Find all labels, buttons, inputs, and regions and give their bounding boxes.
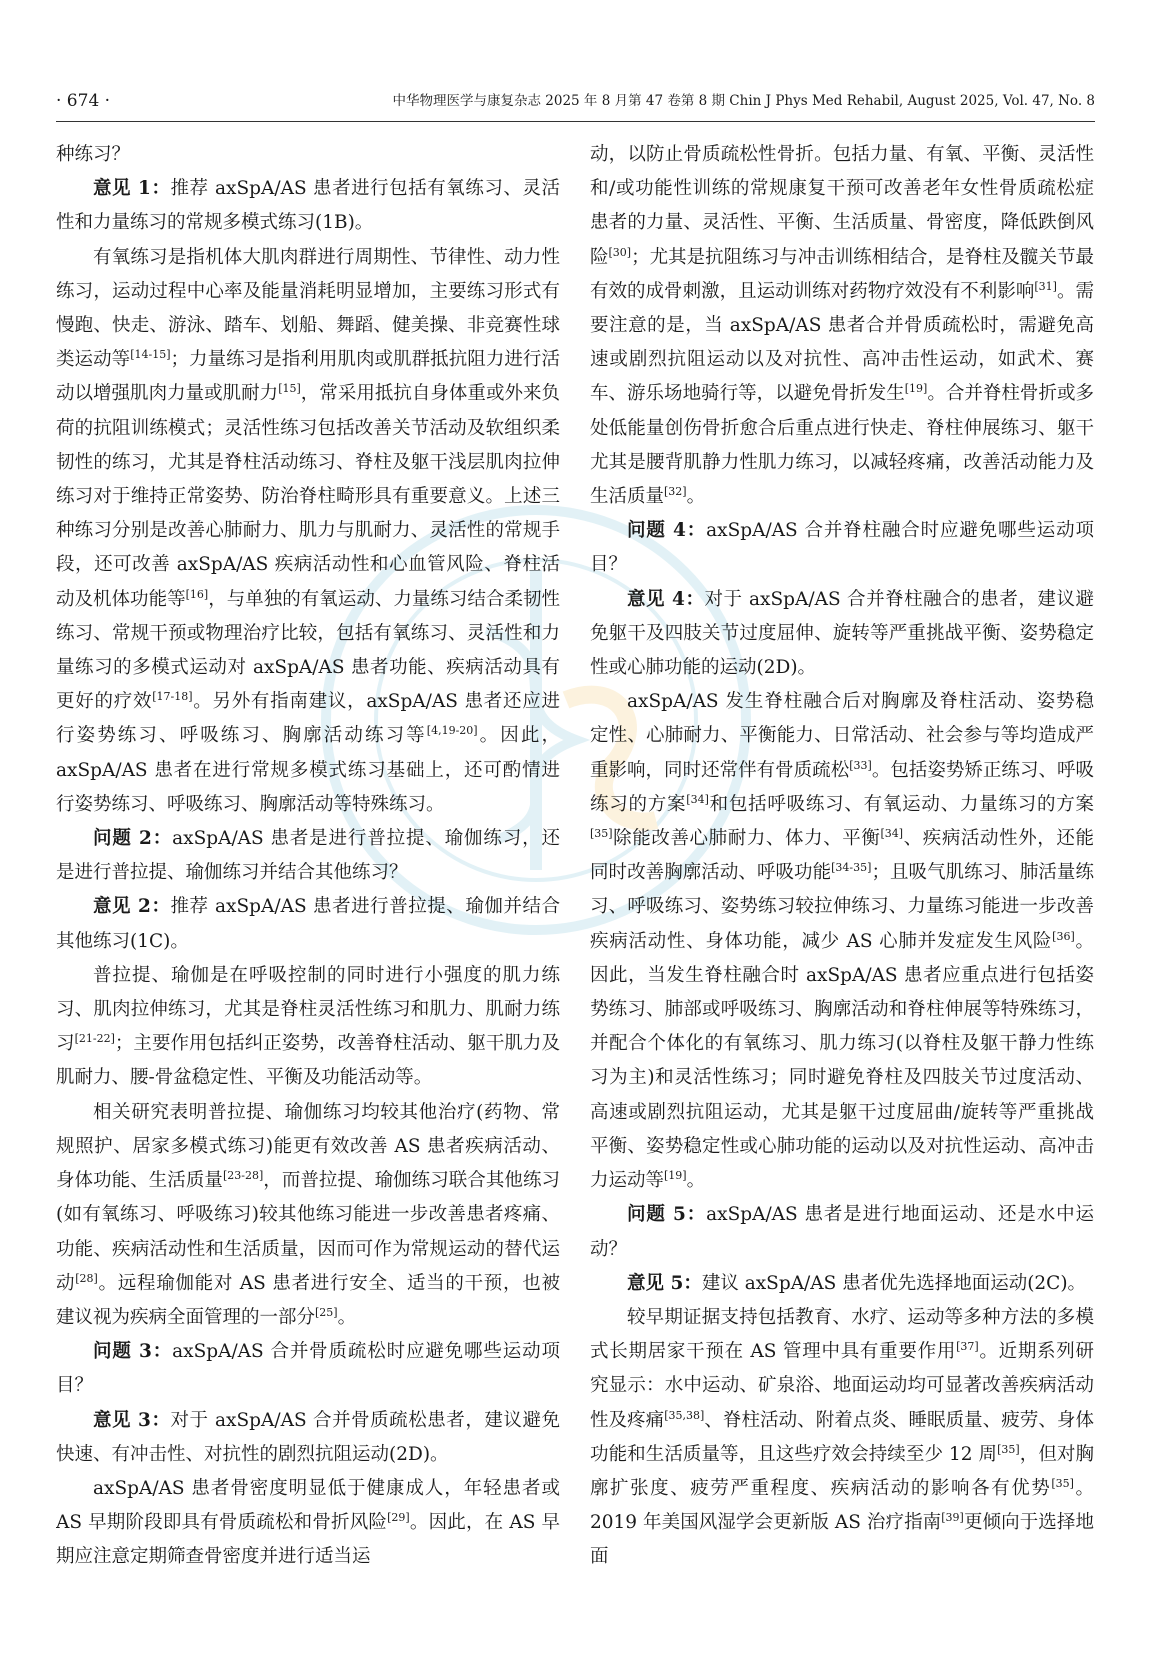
- body-paragraph: [56, 1096, 560, 1335]
- citation-marker: [33]: [849, 758, 872, 772]
- paragraph-text: 动，以防止骨质疏松性骨折。包括力量、有氧、平衡、灵活性和/或功能性训练的常规康复干预可改善老年女性骨质疏松症患者的力量、灵活性、平衡、生活质量、骨密度，降低跌倒风险[30]；尤其是抗阻练习与冲击训练相结合，是脊柱及髋关节最有效的成骨刺激，且运动训练对药物疗效没有不利影响[31]。需要注意的是，当 axSpA/AS 患者合并骨质疏松时，需避免高速或剧烈抗阻运动以及对抗性、高冲击性运动，如武术、赛车、游乐场地骑行等，以避免骨折发生[19]。合并脊柱骨折或多处低能量创伤骨折愈合后重点进行快走、脊柱伸展练习、躯干尤其是腰背肌静力性肌力练习，以减轻疼痛，改善活动能力及生活质量[32]。: [590, 144, 1094, 508]
- paragraph-text: axSpA/AS 合并骨质疏松时应避免哪些运动项目？: [56, 1341, 560, 1397]
- citation-marker: [19]: [904, 382, 928, 396]
- body-paragraph: [56, 959, 560, 1096]
- left-column: [56, 138, 560, 1598]
- recommendation-opinion: [56, 890, 560, 958]
- recommendation-opinion: [590, 583, 1094, 686]
- citation-marker: [36]: [1052, 929, 1075, 943]
- citation-marker: [19]: [664, 1168, 687, 1182]
- question-heading: [56, 1335, 560, 1403]
- citation-marker: [17-18]: [152, 690, 193, 704]
- paragraph-continuation: [590, 138, 1094, 514]
- paragraph-text: 相关研究表明普拉提、瑜伽练习均较其他治疗(药物、常规照护、居家多模式练习)能更有效改善 AS 患者疾病活动、身体功能、生活质量[23-28]，而普拉提、瑜伽练习联合其他练习(如有氧练习、呼吸练习)较其他练习能进一步改善患者疼痛、功能、疾病活动性和生活质量，因而可作为常规运动的替代运动[28]。远程瑜伽能对 AS 患者进行安全、适当的干预，也被建议视为疾病全面管理的一部分[25]。: [56, 1101, 560, 1328]
- paragraph-text: 种练习？: [56, 144, 131, 165]
- opinion-label: 意见 1：: [93, 178, 171, 200]
- citation-marker: [31]: [1034, 279, 1057, 293]
- paragraph-continuation: [56, 138, 560, 172]
- paragraph-text: 有氧练习是指机体大肌肉群进行周期性、节律性、动力性练习，运动过程中心率及能量消耗明显增加，主要练习形式有慢跑、快走、游泳、踏车、划船、舞蹈、健美操、非竞赛性球类运动等[14-15]；力量练习是指利用肌肉或肌群抵抗阻力进行活动以增强肌肉力量或肌耐力[15]，常采用抵抗自身体重或外来负荷的抗阻训练模式；灵活性练习包括改善关节活动及软组织柔韧性的练习，尤其是脊柱活动练习、脊柱及躯干浅层肌肉拉伸练习对于维持正常姿势、防治脊柱畸形具有重要意义。上述三种练习分别是改善心肺耐力、肌力与肌耐力、灵活性的常规手段，还可改善 axSpA/AS 疾病活动性和心血管风险、脊柱活动及机体功能等[16]，与单独的有氧运动、力量练习结合柔韧性练习、常规干预或物理治疗比较，包括有氧练习、灵活性和力量练习的多模式运动对 axSpA/AS 患者功能、疾病活动具有更好的疗效[17-18]。另外有指南建议，axSpA/AS 患者还应进行姿势练习、呼吸练习、胸廓活动练习等[4,19-20]。因此，axSpA/AS 患者在进行常规多模式练习基础上，还可酌情进行姿势练习、呼吸练习、胸廓活动等特殊练习。: [56, 246, 560, 815]
- opinion-label: 意见 3：: [93, 1409, 171, 1431]
- page-header: [0, 84, 1152, 118]
- paragraph-text: 较早期证据支持包括教育、水疗、运动等多种方法的多模式长期居家干预在 AS 管理中具有重要作用[37]。近期系列研究显示：水中运动、矿泉浴、地面运动均可显著改善疾病活动性及疼痛[35,38]、脊柱活动、附着点炎、睡眠质量、疲劳、身体功能和生活质量等，且这些疗效会持续至少 12 周[35]，但对胸廓扩张度、疲劳严重程度、疾病活动的影响各有优势[35]。2019 年美国风湿学会更新版 AS 治疗指南[39]更倾向于选择地面: [590, 1306, 1094, 1568]
- page-number: · 674 ·: [56, 91, 111, 111]
- recommendation-opinion: [590, 1267, 1094, 1301]
- citation-marker: [25]: [315, 1305, 338, 1319]
- recommendation-opinion: [56, 172, 560, 240]
- paragraph-text: axSpA/AS 患者骨密度明显低于健康成人，年轻患者或 AS 早期阶段即具有骨质疏松和骨折风险[29]。因此，在 AS 早期应注意定期筛查骨密度并进行适当运: [56, 1477, 560, 1568]
- citation-marker: [39]: [941, 1510, 964, 1524]
- paragraph-text: axSpA/AS 患者是进行普拉提、瑜伽练习，还是进行普拉提、瑜伽练习并结合其他练习？: [56, 828, 560, 884]
- citation-marker: [34]: [686, 792, 709, 806]
- citation-marker: [16]: [185, 587, 209, 601]
- question-label: 问题 3：: [93, 1341, 173, 1363]
- citation-marker: [29]: [387, 1510, 410, 1524]
- body-paragraph: [56, 1472, 560, 1575]
- citation-marker: [32]: [664, 484, 687, 498]
- citation-marker: [28]: [75, 1271, 98, 1285]
- citation-marker: [37]: [956, 1339, 979, 1353]
- question-label: 问题 2：: [93, 828, 173, 850]
- journal-citation: 中华物理医学与康复杂志 2025 年 8 月第 47 卷第 8 期 Chin J Phys Med Rehabil, August 2025, Vol. 47, No. 8: [392, 93, 1095, 109]
- paragraph-text: 建议 axSpA/AS 患者优先选择地面运动(2C)。: [701, 1272, 1087, 1294]
- citation-marker: [35]: [590, 826, 613, 840]
- question-label: 问题 5：: [627, 1204, 707, 1226]
- paragraph-text: 对于 axSpA/AS 合并骨质疏松患者，建议避免快速、有冲击性、对抗性的剧烈抗阻运动(2D)。: [56, 1409, 560, 1465]
- body-paragraph: [56, 241, 560, 822]
- recommendation-opinion: [56, 1404, 560, 1472]
- paragraph-text: axSpA/AS 患者是进行地面运动、还是水中运动？: [590, 1204, 1094, 1260]
- citation-marker: [23-28]: [222, 1168, 264, 1182]
- citation-marker: [35]: [997, 1442, 1020, 1456]
- opinion-label: 意见 4：: [627, 588, 705, 610]
- header-rule: [56, 121, 1095, 122]
- opinion-label: 意见 5：: [627, 1272, 702, 1294]
- paragraph-text: axSpA/AS 合并脊柱融合时应避免哪些运动项目？: [590, 520, 1094, 576]
- paragraph-text: 推荐 axSpA/AS 患者进行包括有氧练习、灵活性和力量练习的常规多模式练习(1B)。: [56, 178, 560, 234]
- citation-marker: [4,19-20]: [426, 724, 478, 738]
- paragraph-text: 对于 axSpA/AS 合并脊柱融合的患者，建议避免躯干及四肢关节过度屈伸、旋转等严重挑战平衡、姿势稳定性或心肺功能的运动(2D)。: [590, 588, 1094, 679]
- body-paragraph: [590, 685, 1094, 1198]
- citation-marker: [35,38]: [664, 1408, 705, 1422]
- citation-marker: [30]: [608, 245, 632, 259]
- citation-marker: [35]: [1051, 1476, 1074, 1490]
- paragraph-text: 推荐 axSpA/AS 患者进行普拉提、瑜伽并结合其他练习(1C)。: [56, 896, 560, 952]
- citation-marker: [21-22]: [74, 1032, 115, 1046]
- citation-marker: [15]: [278, 382, 301, 396]
- question-heading: [590, 514, 1094, 582]
- citation-marker: [34-35]: [831, 861, 872, 875]
- question-label: 问题 4：: [627, 520, 707, 542]
- question-heading: [590, 1198, 1094, 1266]
- opinion-label: 意见 2：: [93, 896, 171, 918]
- question-heading: [56, 822, 560, 890]
- paragraph-text: axSpA/AS 发生脊柱融合后对胸廓及脊柱活动、姿势稳定性、心肺耐力、平衡能力、日常活动、社会参与等均造成严重影响，同时还常伴有骨质疏松[33]。包括姿势矫正练习、呼吸练习的方案[34]和包括呼吸练习、有氧运动、力量练习的方案[35]除能改善心肺耐力、体力、平衡[34]、疾病活动性外，还能同时改善胸廓活动、呼吸功能[34-35]；且吸气肌练习、肺活量练习、呼吸练习、姿势练习较拉伸练习、力量练习能进一步改善疾病活动性、身体功能，减少 AS 心肺并发症发生风险[36]。因此，当发生脊柱融合时 axSpA/AS 患者应重点进行包括姿势练习、肺部或呼吸练习、胸廓活动和脊柱伸展等特殊练习，并配合个体化的有氧练习、肌力练习(以脊柱及躯干静力性练习为主)和灵活性练习；同时避免脊柱及四肢关节过度活动、高速或剧烈抗阻运动，尤其是躯干过度屈曲/旋转等严重挑战平衡、姿势稳定性或心肺功能的运动以及对抗性运动、高冲击力运动等[19]。: [590, 691, 1094, 1192]
- citation-marker: [14-15]: [130, 348, 171, 362]
- right-column: [590, 138, 1094, 1598]
- paragraph-text: 普拉提、瑜伽是在呼吸控制的同时进行小强度的肌力练习、肌肉拉伸练习，尤其是脊柱灵活性练习和肌力、肌耐力练习[21-22]；主要作用包括纠正姿势，改善脊柱活动、躯干肌力及肌耐力、腰-骨盆稳定性、平衡及功能活动等。: [56, 964, 560, 1089]
- citation-marker: [34]: [880, 826, 904, 840]
- body-paragraph: [590, 1301, 1094, 1575]
